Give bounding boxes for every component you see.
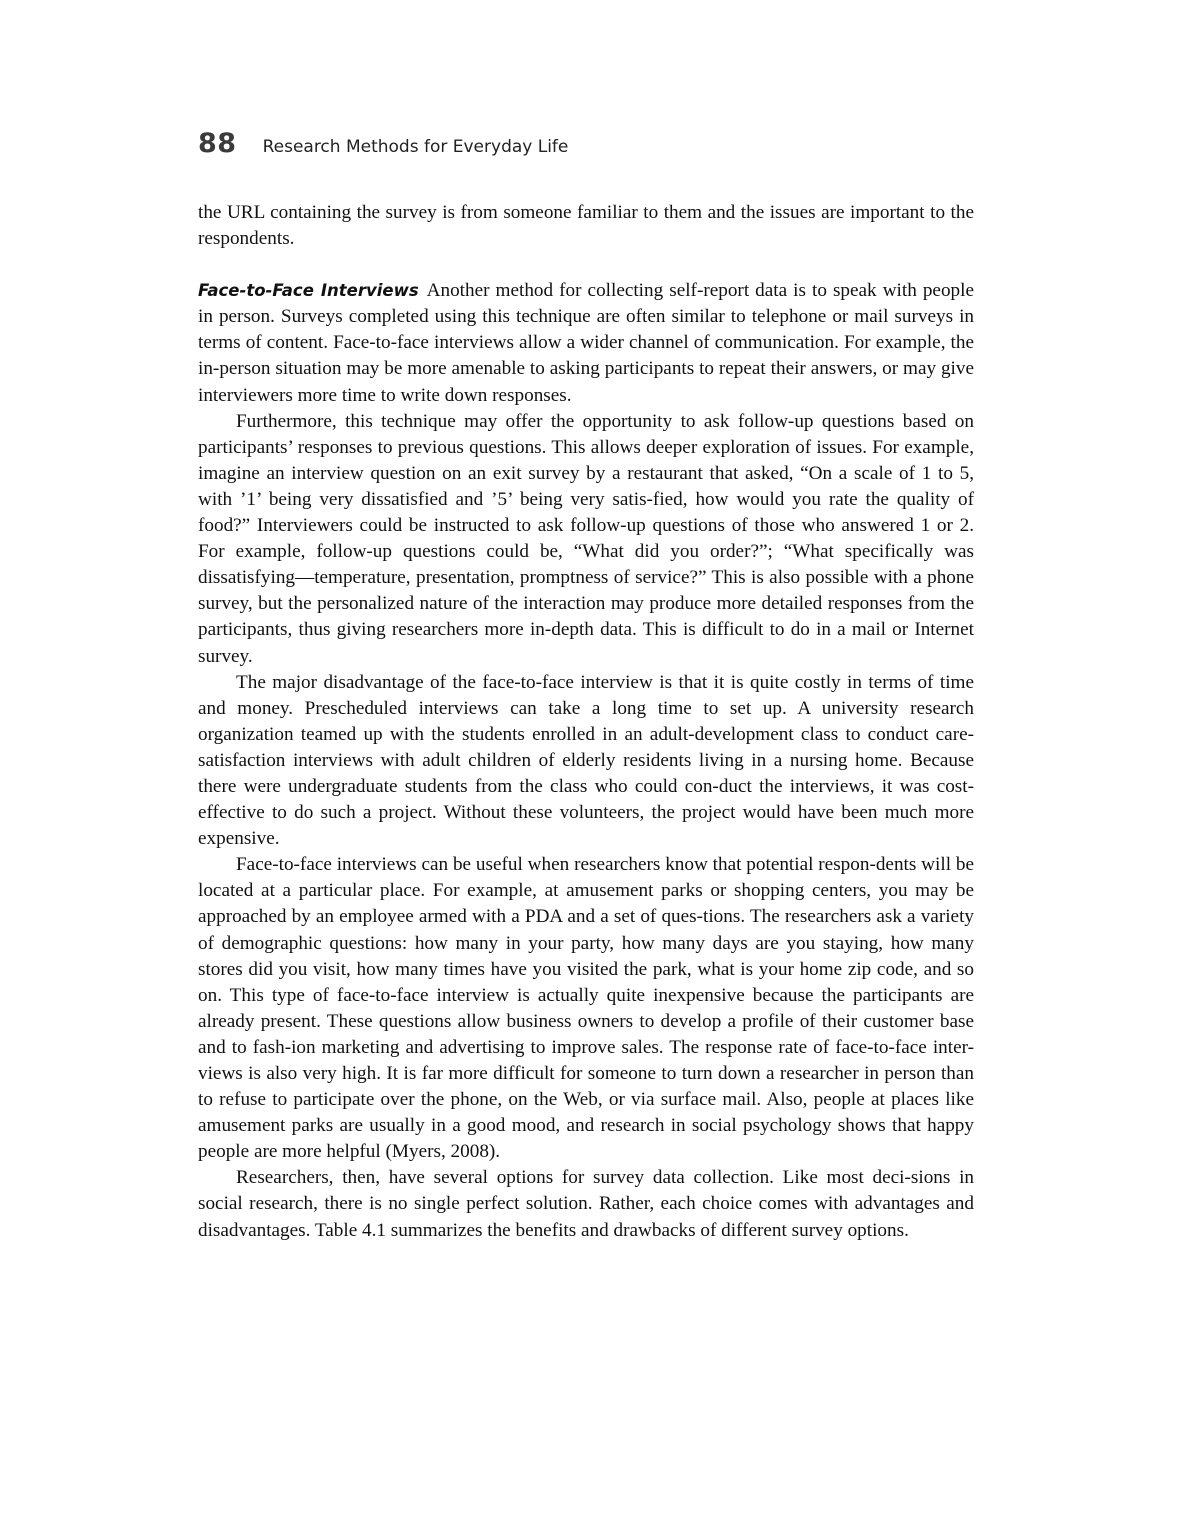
section-paragraph-face-to-face — [198, 278, 974, 408]
section-heading: Face-to-Face Interviews — [198, 281, 419, 301]
book-title: Research Methods for Everyday Life — [262, 137, 569, 157]
paragraph-follow-up-questions: Furthermore, this technique may offer the opportunity to ask follow-up questions based on participants’ responses to previous questions. This allows deeper exploration of issues. For example, imagine an interview question on an exit survey by a restaurant that asked, “On a scale of 1 to 5, with ’1’ being very dissatisfied and ’5’ being very satis-fied, how would you rate the quality of food?” Interviewers could be instructed to ask follow-up questions of those who answered 1 or 2. For example, follow-up questions could be, “What did you order?”; “What specifically was dissatisfying—temperature, presentation, promptness of service?” This is also possible with a phone survey, but the personalized nature of the interaction may produce more detailed responses from the participants, thus giving researchers more in-depth data. This is difficult to do in a mail or Internet survey. — [198, 410, 974, 667]
running-head — [198, 128, 568, 159]
body-text — [198, 200, 974, 1244]
paragraph-major-disadvantage: The major disadvantage of the face-to-face interview is that it is quite costly in terms of time and money. Prescheduled interviews can take a long time to set up. A university research organization teamed up with the students enrolled in an adult-development class to conduct care-satisfaction interviews with adult children of elderly residents living in a nursing home. Because there were undergraduate students from the class who could con-duct the interviews, it was cost-effective to do such a project. Without these volunteers, the project would have been much more expensive. — [198, 671, 974, 850]
paragraph-text: Another method for collecting self-report data is to speak with people in person. Surveys completed using this technique are often similar to telephone or mail surveys in terms of content. Face-to-face interviews allow a wider channel of communication. For example, the in-person situation may be more amenable to asking participants to repeat their answers, or may give interviewers more time to write down responses. — [198, 280, 974, 406]
paragraph-useful-locations: Face-to-face interviews can be useful when researchers know that potential respon-dents will be located at a particular place. For example, at amusement parks or shopping centers, you may be approached by an employee armed with a PDA and a set of ques-tions. The researchers ask a variety of demographic questions: how many in your party, how many days are you staying, how many stores did you visit, how many times have you visited the park, what is your home zip code, and so on. This type of face-to-face interview is actually quite inexpensive because the participants are already present. These questions allow business owners to develop a profile of their customer base and to fash-ion marketing and advertising to improve sales. The response rate of face-to-face inter-views is also very high. It is far more difficult for someone to turn down a researcher in person than to refuse to participate over the phone, on the Web, or via surface mail. Also, people at places like amusement parks are usually in a good mood, and research in social psychology shows that happy people are more helpful (Myers, 2008). — [198, 854, 974, 1163]
paragraph-summary-options: Researchers, then, have several options for survey data collection. Like most deci-sions in social research, there is no single perfect solution. Rather, each choice comes with advantages and disadvantages. Table 4.1 summarizes the benefits and drawbacks of different survey options. — [198, 1167, 974, 1241]
continued-paragraph: the URL containing the survey is from someone familiar to them and the issues are important to the respondents. — [198, 202, 974, 250]
page-number: 88 — [198, 128, 237, 159]
